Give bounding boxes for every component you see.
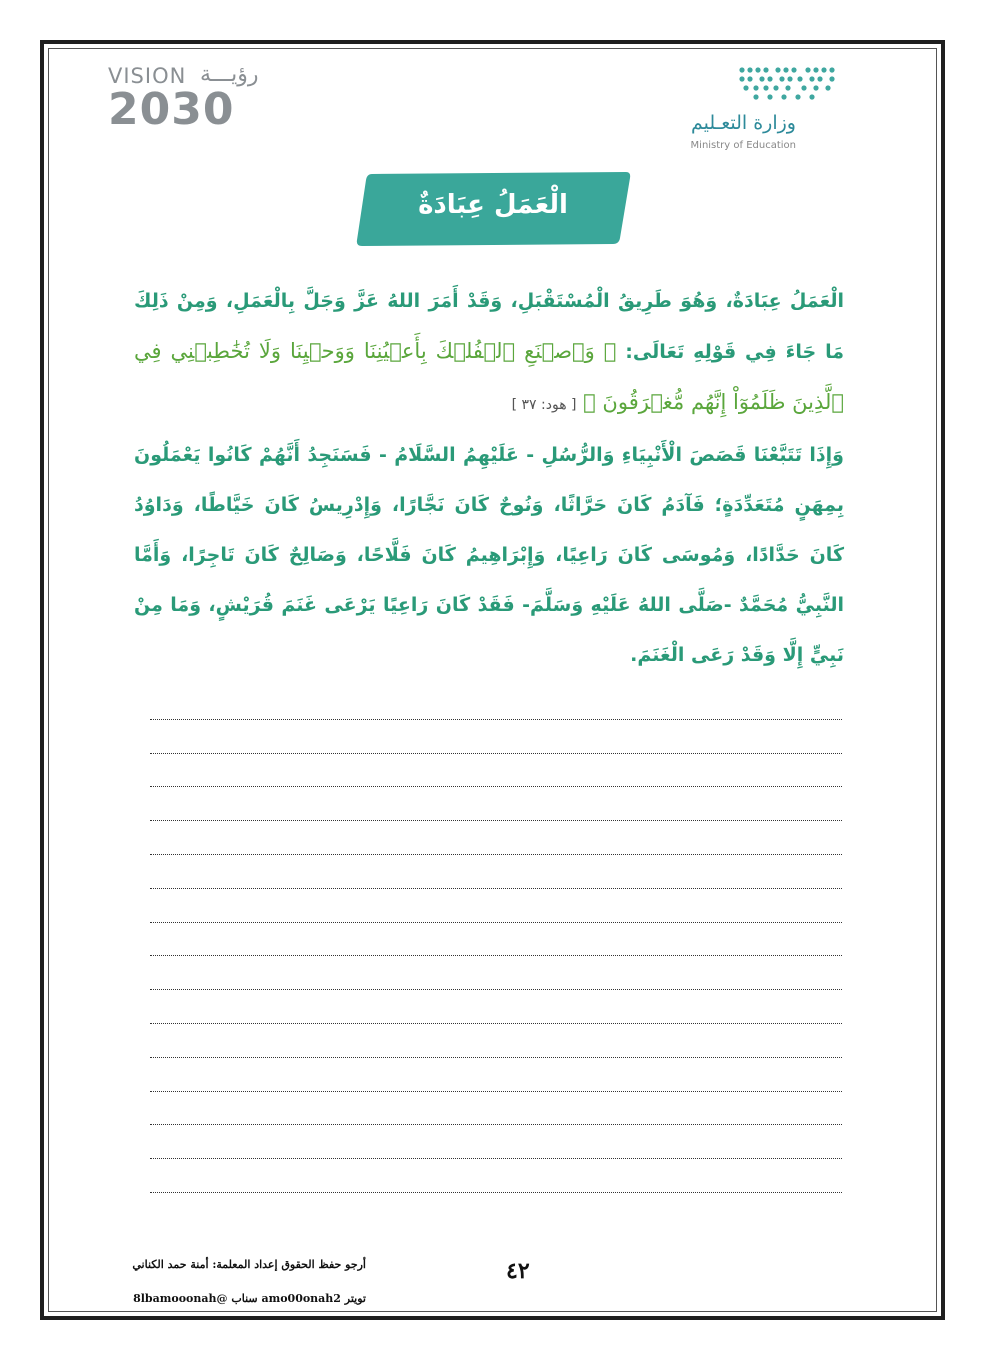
- verse-reference: [ هود: ٣٧ ]: [511, 397, 577, 413]
- vision-year: 2030: [108, 84, 235, 135]
- ministry-name-ar: وزارة التعـليم: [690, 112, 796, 134]
- writing-line[interactable]: [150, 956, 842, 990]
- paragraph-prophets: وَإِذَا تَتَبَّعْنَا قَصَصَ الْأَنْبِيَاءِ وَالرُّسُلِ - عَلَيْهِمُ السَّلَامُ - فَسَنَجِدُ أَنَّهُمْ كَانُوا يَعْمَلُونَ بِمِهَنٍ مُتَعَدِّدَةٍ؛ فَآدَمُ كَانَ حَرَّاثًا، وَنُوحٌ كَانَ نَجَّارًا، وَإِدْرِيسُ كَانَ خَيَّاطًا، وَدَاوُدُ كَانَ حَدَّادًا، وَمُوسَى كَانَ رَاعِيًا، وَإِبْرَاهِيمُ كَانَ فَلَّاحًا، وَصَالِحٌ كَانَ تَاجِرًا، وَأَمَّا النَّبِيُّ مُحَمَّدٌ -صَلَّى اللهُ عَلَيْهِ وَسَلَّمَ- فَقَدْ كَانَ رَاعِيًا يَرْعَى غَنَمَ قُرَيْشٍ، وَمَا مِنْ نَبِيٍّ إِلَّا وَقَدْ رَعَى الْغَنَمَ.: [134, 444, 844, 666]
- ministry-dots-icon: [736, 64, 842, 102]
- footer-credit: أرجو حفظ الحقوق إعداد المعلمة: أمنة حمد الكناني: [132, 1258, 366, 1271]
- writing-line[interactable]: [150, 787, 842, 821]
- title-banner: [354, 170, 632, 248]
- quran-verse: ﴿ وَٱصۡنَعِ ٱلۡفُلۡكَ بِأَعۡيُنِنَا وَوَحۡيِنَا وَلَا تُخَٰطِبۡنِي فِي ٱلَّذِينَ ظَلَمُوٓاْ إِنَّهُم مُّغۡرَقُونَ ﴾: [134, 339, 844, 414]
- writing-line[interactable]: [150, 1092, 842, 1126]
- page-number: ٤٢: [506, 1258, 530, 1284]
- writing-line[interactable]: [150, 821, 842, 855]
- writing-line[interactable]: [150, 923, 842, 957]
- footer-social-handles: تويتر amo00onah2 سناب @8lbamooonah: [133, 1292, 366, 1305]
- page-title: الْعَمَلُ عِبَادَةٌ: [418, 190, 568, 220]
- writing-line[interactable]: [150, 855, 842, 889]
- writing-line[interactable]: [150, 754, 842, 788]
- writing-lines: [150, 686, 842, 1193]
- writing-line[interactable]: [150, 686, 842, 720]
- writing-line[interactable]: [150, 1125, 842, 1159]
- writing-line[interactable]: [150, 720, 842, 754]
- ministry-name-en: Ministry of Education: [690, 140, 796, 151]
- writing-line[interactable]: [150, 1058, 842, 1092]
- writing-line[interactable]: [150, 990, 842, 1024]
- vision-2030-logo: [108, 62, 268, 135]
- paragraph-intro-text: الْعَمَلُ عِبَادَةٌ، وَهُوَ طَرِيقُ الْمُسْتَقْبَلِ، وَقَدْ أَمَرَ اللهُ عَزَّ وَجَلَّ بِالْعَمَلِ، وَمِنْ ذَلِكَ مَا جَاءَ فِي قَوْلِهِ تَعَالَى:: [134, 290, 844, 363]
- ministry-of-education-logo: [676, 60, 846, 160]
- paragraph-intro: [134, 276, 844, 430]
- writing-line[interactable]: [150, 1024, 842, 1058]
- vision-label-ar: رؤيـــة: [200, 62, 259, 87]
- writing-line[interactable]: [150, 1159, 842, 1193]
- vision-label: VISION: [108, 64, 187, 88]
- writing-line[interactable]: [150, 889, 842, 923]
